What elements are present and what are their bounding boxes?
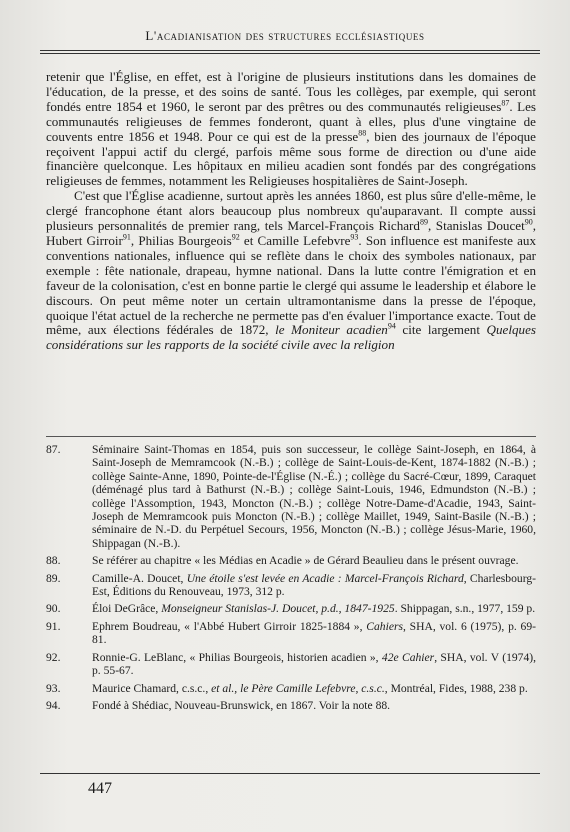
footnote-91 — [46, 620, 536, 647]
footnote-number: 88. — [46, 554, 61, 568]
newspaper-title: le Moniteur acadien — [275, 322, 388, 338]
footnote-text — [92, 554, 536, 567]
footnote-89 — [46, 572, 536, 599]
footnote-87 — [46, 443, 536, 550]
header-rule — [40, 50, 540, 54]
text-span: . Shippagan, s.n., 1977, 159 p. — [394, 602, 536, 616]
footnote-93 — [46, 682, 536, 695]
main-text — [46, 70, 536, 353]
text-span: , SHA, vol. 6 (1975), p. 69-81. — [92, 619, 536, 647]
text-span: . Les communautés religieuses de femmes fonderont, quant à elles, plus d'une vingtaine de couvents entre 1856 et 1948. Pour ce qui est de la presse — [46, 98, 537, 144]
footnote-ref-87[interactable]: 87 — [501, 98, 510, 108]
text-span: , Hubert Girroir — [46, 218, 536, 248]
footnote-text — [92, 651, 536, 678]
text-span: Éloi DeGrâce, — [92, 602, 162, 616]
page-number: 447 — [88, 780, 112, 797]
text-span: Maurice Chamard, c.s.c., — [92, 681, 212, 695]
text-span: C'est que l'Église acadienne, surtout après les années 1860, est plus sûre d'elle-même, le clergé francophone étant alors beaucoup plus nombreux qu'auparavant. Il compte aussi plusieurs personnalités de premier rang, tels Marcel-François Richard — [46, 188, 536, 234]
footnote-94 — [46, 699, 536, 712]
text-span: retenir que l'Église, en effet, est à l'origine de plusieurs institutions dans les domaines de l'éducation, de la presse, et des soins de santé. Tous les collèges, par exemple, qui seront fondés entre 1854 et 1960, le seront par des prêtres ou des communautés religieuses — [46, 69, 536, 114]
italic-title: Une étoile s'est levée en Acadie : Marcel-François Richard — [186, 571, 464, 585]
footnote-number: 92. — [46, 650, 61, 664]
footnote-number: 94. — [46, 698, 61, 712]
footnote-90 — [46, 602, 536, 615]
footnote-ref-91[interactable]: 91 — [122, 232, 131, 242]
text-span: Séminaire Saint-Thomas en 1854, puis son successeur, le collège Saint-Joseph, en 1864, à Saint-Joseph de Memramcook (N.-B.) ; collège de Saint-Louis-de-Kent, 1874-1882 (N.-B.) ; collège Sainte-Anne, 1890, Pointe-de-l'Église (N.-É.) ; collège du Sacré-Cœur, 1899, Caraquet (déménagé plus tard à Bathurst (N.-B.) ; collège Saint-Louis, 1946, Edmundston (N.-B.) ; collège l'Assomption, 1943, Moncton (N.-B.) ; collège Notre-Dame-d'Acadie, 1943, Saint-Joseph de Memramcook puis Moncton (N.-B.) ; collège Maillet, 1949, Saint-Basile (N.-B.) ; séminaire de N.-D. du Perpétuel Secours, 1956, Moncton (N.-B.) ; collège Jésus-Marie, 1960, Shippagan (N.-B.). — [92, 443, 536, 550]
footnote-ref-89[interactable]: 89 — [419, 217, 428, 227]
footnotes — [46, 443, 536, 716]
text-span: et Camille Lefebvre — [239, 232, 351, 248]
italic-title: Monseigneur Stanislas-J. Doucet, p.d., 1847-1925 — [161, 602, 395, 616]
text-span: Se référer au chapitre « les Médias en Acadie » de Gérard Beaulieu dans le présent ouvrage. — [92, 554, 519, 568]
footnote-number: 87. — [46, 443, 61, 456]
footnote-number: 90. — [46, 602, 61, 616]
footnote-text — [92, 443, 536, 550]
text-span: , Philias Bourgeois — [130, 232, 232, 248]
text-span: , SHA, vol. V (1974), p. 55-67. — [92, 650, 537, 678]
cited-work-title: Quelques considérations sur les rapports de la société civile avec la religion — [46, 322, 536, 353]
text-span: . Son influence est manifeste aux conventions nationales, influence qui se reflète dans le choix des symboles nationaux, par exemple : fête nationale, drapeau, hymne national. Dans la lutte contre l'émigration et en faveur de la colonisation, c'est en bonne partie le clergé qui assume le leadership et élabore le discours. On peut même noter un certain ultramontanisme dans la presse de l'époque, quoique l'état actuel de la recherche ne permette pas d'en évaluer l'importance exacte. Tout de même, aux élections fédérales de 1872, — [46, 232, 536, 338]
text-span: , bien des journaux de l'époque reçoivent l'appui actif du clergé, parfois même sous forme de direction ou d'une aide financière quelconque. Les hôpitaux en milieu acadien sont fondés par des congrégations religieuses de femmes, notamment les Religieuses hospitalières de Saint-Joseph. — [46, 128, 536, 189]
footnote-number: 91. — [46, 619, 61, 633]
text-span: , Charlesbourg-Est, Éditions du Renouveau, 1973, 312 p. — [92, 571, 537, 599]
text-span: Ephrem Boudreau, « l'Abbé Hubert Girroir 1825-1884 », — [92, 619, 367, 633]
footnote-text — [92, 620, 536, 647]
footnote-ref-94[interactable]: 94 — [387, 322, 396, 332]
footnote-ref-93[interactable]: 93 — [350, 232, 359, 242]
footnote-text — [92, 699, 536, 712]
footnote-text — [92, 602, 536, 615]
italic-title: et al., le Père Camille Lefebvre, c.s.c. — [211, 681, 385, 695]
text-span: cite largement — [395, 322, 487, 338]
text-span: , Stanislas Doucet — [427, 218, 525, 234]
running-header: L'acadianisation des structures ecclésiastiques — [145, 28, 425, 43]
footnote-92 — [46, 651, 536, 678]
text-span: , Montréal, Fides, 1988, 238 p. — [384, 681, 528, 695]
footnote-rule — [46, 436, 536, 437]
footnote-text — [92, 682, 536, 695]
footnote-ref-90[interactable]: 90 — [524, 217, 533, 227]
footnote-number: 89. — [46, 571, 61, 585]
footnote-88 — [46, 554, 536, 567]
text-span: Ronnie-G. LeBlanc, « Philias Bourgeois, historien acadien », — [92, 650, 382, 664]
footnote-ref-88[interactable]: 88 — [358, 128, 367, 138]
text-span: Camille-A. Doucet, — [92, 571, 187, 585]
italic-title: 42e Cahier — [381, 650, 435, 664]
footer-rule — [40, 773, 540, 774]
italic-title: Cahiers — [366, 619, 403, 633]
paragraph-1 — [46, 70, 536, 189]
paragraph-2 — [46, 189, 536, 353]
footnote-number: 93. — [46, 681, 61, 695]
footnote-text — [92, 572, 536, 599]
text-span: Fondé à Shédiac, Nouveau-Brunswick, en 1867. Voir la note 88. — [92, 698, 391, 712]
footnote-ref-92[interactable]: 92 — [231, 232, 240, 242]
